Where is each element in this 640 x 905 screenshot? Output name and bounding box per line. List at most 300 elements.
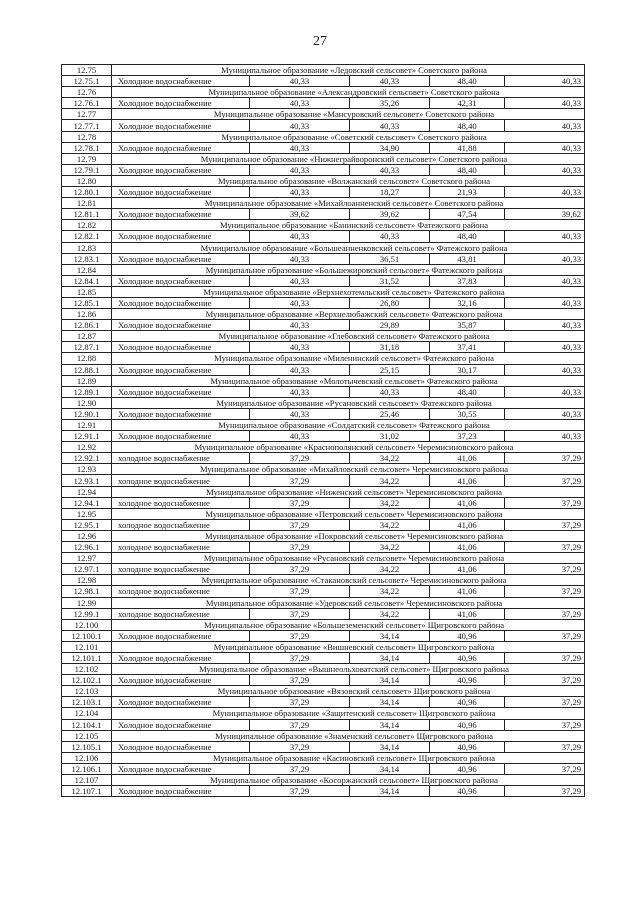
tariff-value-4: 40,33: [505, 320, 585, 331]
row-number: 12.75.1: [62, 76, 112, 87]
tariff-value-3: 41,06: [430, 475, 505, 486]
municipality-header-row: [62, 575, 585, 586]
row-number: 12.84.1: [62, 275, 112, 286]
tariff-row: [62, 697, 585, 708]
tariff-value-3: 40,96: [430, 741, 505, 752]
tariff-value-3: 47,54: [430, 209, 505, 220]
municipality-header-row: [62, 242, 585, 253]
municipality-header-row: [62, 775, 585, 786]
tariff-value-2: 34,90: [350, 142, 430, 153]
municipality-header-row: [62, 375, 585, 386]
municipality-name: Муниципальное образование «Петровский сельсовет» Черемисиновского района: [112, 508, 585, 519]
tariff-row: [62, 320, 585, 331]
tariff-value-4: 40,33: [505, 297, 585, 308]
tariff-value-4: 37,29: [505, 652, 585, 663]
tariff-value-4: 40,33: [505, 120, 585, 131]
municipality-header-row: [62, 619, 585, 630]
tariff-value-2: 26,80: [350, 297, 430, 308]
tariff-row: [62, 675, 585, 686]
tariff-value-4: 40,33: [505, 142, 585, 153]
tariff-value-3: 32,16: [430, 297, 505, 308]
tariff-value-2: 40,33: [350, 164, 430, 175]
tariff-value-2: 34,14: [350, 697, 430, 708]
tariff-table-body: [62, 65, 585, 797]
tariff-value-3: 41,06: [430, 542, 505, 553]
tariff-value-1: 37,29: [250, 763, 350, 774]
tariff-value-2: 25,46: [350, 408, 430, 419]
row-number: 12.97.1: [62, 564, 112, 575]
service-name: Холодное водоснабжение: [112, 431, 250, 442]
service-name: Холодное водоснабжение: [112, 630, 250, 641]
tariff-value-3: 42,31: [430, 98, 505, 109]
row-number: 12.107: [62, 775, 112, 786]
municipality-header-row: [62, 65, 585, 76]
tariff-value-4: 37,29: [505, 608, 585, 619]
service-name: холодное водоснабжение: [112, 453, 250, 464]
row-number: 12.80: [62, 175, 112, 186]
tariff-row: [62, 164, 585, 175]
service-name: Холодное водоснабжение: [112, 142, 250, 153]
row-number: 12.88.1: [62, 364, 112, 375]
tariff-row: [62, 342, 585, 353]
tariff-value-4: 37,29: [505, 564, 585, 575]
tariff-row: [62, 98, 585, 109]
municipality-name: Муниципальное образование «Русановский сельсовет» Фатежского района: [112, 397, 585, 408]
row-number: 12.102: [62, 664, 112, 675]
row-number: 12.97: [62, 553, 112, 564]
tariff-value-1: 39,62: [250, 209, 350, 220]
tariff-value-4: 40,33: [505, 76, 585, 87]
row-number: 12.101.1: [62, 652, 112, 663]
municipality-name: Муниципальное образование «Краснополянский сельсовет» Черемисиновского района: [112, 442, 585, 453]
row-number: 12.79: [62, 153, 112, 164]
row-number: 12.96.1: [62, 542, 112, 553]
tariff-value-3: 40,96: [430, 652, 505, 663]
row-number: 12.91.1: [62, 431, 112, 442]
tariff-value-3: 41,06: [430, 453, 505, 464]
tariff-value-3: 48,40: [430, 231, 505, 242]
tariff-value-3: 35,87: [430, 320, 505, 331]
row-number: 12.104: [62, 708, 112, 719]
tariff-value-1: 37,29: [250, 564, 350, 575]
tariff-value-3: 37,41: [430, 342, 505, 353]
tariff-value-3: 37,83: [430, 275, 505, 286]
municipality-header-row: [62, 641, 585, 652]
tariff-value-4: 40,33: [505, 364, 585, 375]
tariff-row: [62, 586, 585, 597]
row-number: 12.83: [62, 242, 112, 253]
row-number: 12.91: [62, 420, 112, 431]
tariff-row: [62, 475, 585, 486]
municipality-name: Муниципальное образование «Удеровский сельсовет» Черемисиновского района: [112, 597, 585, 608]
tariff-value-1: 40,33: [250, 187, 350, 198]
municipality-header-row: [62, 131, 585, 142]
tariff-value-2: 25,15: [350, 364, 430, 375]
municipality-header-row: [62, 331, 585, 342]
tariff-value-4: 40,33: [505, 342, 585, 353]
municipality-name: Муниципальное образование «Нижнеграйворонский сельсовет» Советского района: [112, 153, 585, 164]
municipality-header-row: [62, 264, 585, 275]
tariff-value-3: 37,23: [430, 431, 505, 442]
tariff-value-3: 40,96: [430, 763, 505, 774]
page-number: 27: [313, 34, 327, 49]
tariff-value-3: 41,06: [430, 608, 505, 619]
municipality-name: Муниципальное образование «Ледовский сельсовет» Советского района: [112, 65, 585, 76]
tariff-value-2: 29,89: [350, 320, 430, 331]
tariff-value-3: 40,96: [430, 675, 505, 686]
service-name: Холодное водоснабжение: [112, 675, 250, 686]
tariff-row: [62, 364, 585, 375]
service-name: холодное водоснабжение: [112, 497, 250, 508]
row-number: 12.82: [62, 220, 112, 231]
service-name: Холодное водоснабжение: [112, 719, 250, 730]
tariff-value-3: 41,06: [430, 497, 505, 508]
row-number: 12.85.1: [62, 297, 112, 308]
service-name: Холодное водоснабжение: [112, 364, 250, 375]
row-number: 12.81: [62, 198, 112, 209]
row-number: 12.93: [62, 464, 112, 475]
tariff-value-3: 30,17: [430, 364, 505, 375]
tariff-row: [62, 386, 585, 397]
tariff-row: [62, 453, 585, 464]
tariff-value-1: 40,33: [250, 142, 350, 153]
tariff-value-4: 40,33: [505, 408, 585, 419]
service-name: холодное водоснабжение: [112, 475, 250, 486]
tariff-value-4: 37,29: [505, 453, 585, 464]
row-number: 12.105: [62, 730, 112, 741]
row-number: 12.86: [62, 309, 112, 320]
row-number: 12.100.1: [62, 630, 112, 641]
tariff-value-3: 40,96: [430, 786, 505, 797]
tariff-row: [62, 297, 585, 308]
municipality-header-row: [62, 730, 585, 741]
row-number: 12.86.1: [62, 320, 112, 331]
tariff-value-2: 31,52: [350, 275, 430, 286]
tariff-value-1: 40,33: [250, 275, 350, 286]
row-number: 12.78: [62, 131, 112, 142]
tariff-row: [62, 519, 585, 530]
municipality-name: Муниципальное образование «Вишневский сельсовет» Щигровского района: [112, 641, 585, 652]
row-number: 12.75: [62, 65, 112, 76]
row-number: 12.80.1: [62, 187, 112, 198]
row-number: 12.87: [62, 331, 112, 342]
row-number: 12.98.1: [62, 586, 112, 597]
row-number: 12.99.1: [62, 608, 112, 619]
row-number: 12.79.1: [62, 164, 112, 175]
municipality-name: Муниципальное образование «Советский сельсовет» Советского района: [112, 131, 585, 142]
municipality-name: Муниципальное образование «Вязовский сельсовет» Щигровского района: [112, 686, 585, 697]
service-name: Холодное водоснабжение: [112, 209, 250, 220]
service-name: холодное водоснабжение: [112, 608, 250, 619]
row-number: 12.106: [62, 752, 112, 763]
tariff-value-1: 37,29: [250, 497, 350, 508]
tariff-value-3: 41,06: [430, 519, 505, 530]
tariff-row: [62, 542, 585, 553]
tariff-value-2: 34,22: [350, 586, 430, 597]
tariff-value-4: 37,29: [505, 763, 585, 774]
municipality-name: Муниципальное образование «Мансуровский сельсовет» Советского района: [112, 109, 585, 120]
row-number: 12.90.1: [62, 408, 112, 419]
tariff-value-1: 40,33: [250, 297, 350, 308]
tariff-row: [62, 719, 585, 730]
tariff-value-4: 37,29: [505, 475, 585, 486]
municipality-name: Муниципальное образование «Ниженский сельсовет» Черемисиновского района: [112, 486, 585, 497]
municipality-header-row: [62, 752, 585, 763]
service-name: Холодное водоснабжение: [112, 164, 250, 175]
municipality-name: Муниципальное образование «Молотычевский сельсовет» Фатежского района: [112, 375, 585, 386]
municipality-name: Муниципальное образование «Михайлоанненский сельсовет» Советского района: [112, 198, 585, 209]
municipality-name: Муниципальное образование «Стакановский сельсовет» Черемисиновского района: [112, 575, 585, 586]
municipality-header-row: [62, 664, 585, 675]
row-number: 12.94.1: [62, 497, 112, 508]
row-number: 12.84: [62, 264, 112, 275]
tariff-value-2: 31,18: [350, 342, 430, 353]
tariff-value-4: 37,29: [505, 586, 585, 597]
tariff-value-3: 40,96: [430, 697, 505, 708]
municipality-name: Муниципальное образование «Касиновский сельсовет» Щигровского района: [112, 752, 585, 763]
tariff-value-3: 40,96: [430, 719, 505, 730]
row-number: 12.102.1: [62, 675, 112, 686]
tariff-value-3: 48,40: [430, 386, 505, 397]
row-number: 12.83.1: [62, 253, 112, 264]
tariff-value-2: 34,14: [350, 786, 430, 797]
tariff-value-4: 37,29: [505, 630, 585, 641]
tariff-value-3: 48,40: [430, 76, 505, 87]
row-number: 12.107.1: [62, 786, 112, 797]
tariff-value-2: 34,22: [350, 497, 430, 508]
municipality-header-row: [62, 486, 585, 497]
tariff-value-1: 37,29: [250, 453, 350, 464]
row-number: 12.95.1: [62, 519, 112, 530]
tariff-value-2: 34,14: [350, 652, 430, 663]
municipality-name: Муниципальное образование «Александровский сельсовет» Советского района: [112, 87, 585, 98]
tariff-row: [62, 120, 585, 131]
service-name: Холодное водоснабжение: [112, 253, 250, 264]
tariff-value-3: 48,40: [430, 120, 505, 131]
tariff-row: [62, 741, 585, 752]
tariff-row: [62, 608, 585, 619]
tariff-value-1: 37,29: [250, 519, 350, 530]
municipality-header-row: [62, 198, 585, 209]
tariff-row: [62, 142, 585, 153]
tariff-value-2: 34,14: [350, 763, 430, 774]
tariff-row: [62, 76, 585, 87]
municipality-header-row: [62, 309, 585, 320]
tariff-value-4: 40,33: [505, 275, 585, 286]
tariff-value-1: 37,29: [250, 786, 350, 797]
row-number: 12.95: [62, 508, 112, 519]
row-number: 12.89: [62, 375, 112, 386]
tariff-value-2: 35,26: [350, 98, 430, 109]
municipality-header-row: [62, 109, 585, 120]
tariff-value-2: 39,62: [350, 209, 430, 220]
row-number: 12.96: [62, 530, 112, 541]
tariff-value-1: 37,29: [250, 652, 350, 663]
tariff-value-1: 40,33: [250, 120, 350, 131]
service-name: Холодное водоснабжение: [112, 408, 250, 419]
row-number: 12.77: [62, 109, 112, 120]
municipality-header-row: [62, 686, 585, 697]
tariff-value-1: 37,29: [250, 697, 350, 708]
tariff-row: [62, 497, 585, 508]
tariff-value-4: 40,33: [505, 164, 585, 175]
municipality-header-row: [62, 464, 585, 475]
row-number: 12.104.1: [62, 719, 112, 730]
service-name: Холодное водоснабжение: [112, 342, 250, 353]
tariff-value-1: 40,33: [250, 253, 350, 264]
row-number: 12.85: [62, 286, 112, 297]
tariff-value-1: 37,29: [250, 608, 350, 619]
tariff-value-4: 37,29: [505, 519, 585, 530]
service-name: холодное водоснабжение: [112, 586, 250, 597]
row-number: 12.92.1: [62, 453, 112, 464]
municipality-header-row: [62, 353, 585, 364]
tariff-value-4: 37,29: [505, 741, 585, 752]
row-number: 12.88: [62, 353, 112, 364]
tariff-value-2: 34,22: [350, 608, 430, 619]
tariff-value-3: 41,88: [430, 142, 505, 153]
tariff-row: [62, 231, 585, 242]
municipality-name: Муниципальное образование «Вышнеольховатский сельсовет» Щигровского района: [112, 664, 585, 675]
service-name: Холодное водоснабжение: [112, 98, 250, 109]
municipality-name: Муниципальное образование «Банинский сельсовет» Фатежского района: [112, 220, 585, 231]
tariff-value-1: 37,29: [250, 675, 350, 686]
tariff-value-2: 34,22: [350, 475, 430, 486]
tariff-value-1: 40,33: [250, 364, 350, 375]
tariff-value-4: 37,29: [505, 697, 585, 708]
row-number: 12.77.1: [62, 120, 112, 131]
service-name: холодное водоснабжение: [112, 519, 250, 530]
tariff-value-4: 37,29: [505, 497, 585, 508]
tariff-value-4: 37,29: [505, 675, 585, 686]
tariff-value-4: 37,29: [505, 719, 585, 730]
tariff-value-1: 37,29: [250, 475, 350, 486]
service-name: Холодное водоснабжение: [112, 275, 250, 286]
row-number: 12.89.1: [62, 386, 112, 397]
tariff-value-3: 48,40: [430, 164, 505, 175]
tariff-value-2: 34,22: [350, 453, 430, 464]
municipality-header-row: [62, 420, 585, 431]
municipality-name: Муниципальное образование «Волжанский сельсовет» Советского района: [112, 175, 585, 186]
tariff-value-4: 40,33: [505, 431, 585, 442]
service-name: Холодное водоснабжение: [112, 320, 250, 331]
municipality-header-row: [62, 87, 585, 98]
tariff-row: [62, 652, 585, 663]
tariff-value-2: 34,22: [350, 519, 430, 530]
tariff-value-3: 21,93: [430, 187, 505, 198]
tariff-row: [62, 275, 585, 286]
tariff-value-1: 40,33: [250, 408, 350, 419]
tariff-value-2: 31,02: [350, 431, 430, 442]
tariff-row: [62, 564, 585, 575]
row-number: 12.81.1: [62, 209, 112, 220]
row-number: 12.103: [62, 686, 112, 697]
tariff-value-4: 40,33: [505, 98, 585, 109]
municipality-name: Муниципальное образование «Знаменский сельсовет» Щигровского района: [112, 730, 585, 741]
municipality-name: Муниципальное образование «Русановский сельсовет» Черемисиновского района: [112, 553, 585, 564]
municipality-header-row: [62, 175, 585, 186]
tariff-value-3: 43,81: [430, 253, 505, 264]
tariff-row: [62, 786, 585, 797]
tariff-value-1: 40,33: [250, 76, 350, 87]
service-name: Холодное водоснабжение: [112, 741, 250, 752]
tariff-value-3: 41,06: [430, 564, 505, 575]
service-name: холодное водоснабжение: [112, 542, 250, 553]
municipality-name: Муниципальное образование «Защитенский сельсовет» Щигровского района: [112, 708, 585, 719]
municipality-header-row: [62, 220, 585, 231]
tariff-value-1: 40,33: [250, 231, 350, 242]
municipality-name: Муниципальное образование «Большежировский сельсовет» Фатежского района: [112, 264, 585, 275]
municipality-header-row: [62, 553, 585, 564]
tariff-row: [62, 763, 585, 774]
row-number: 12.93.1: [62, 475, 112, 486]
municipality-name: Муниципальное образование «Большеанненковский сельсовет» Фатежского района: [112, 242, 585, 253]
tariff-value-4: 39,62: [505, 209, 585, 220]
municipality-name: Муниципальное образование «Большеземенский сельсовет» Щигровского района: [112, 619, 585, 630]
tariff-table: [61, 64, 585, 797]
tariff-value-2: 34,22: [350, 542, 430, 553]
tariff-value-2: 40,33: [350, 231, 430, 242]
service-name: Холодное водоснабжение: [112, 697, 250, 708]
municipality-header-row: [62, 442, 585, 453]
municipality-name: Муниципальное образование «Миленинский сельсовет» Фатежского района: [112, 353, 585, 364]
tariff-value-4: 40,33: [505, 253, 585, 264]
tariff-value-3: 30,55: [430, 408, 505, 419]
municipality-header-row: [62, 286, 585, 297]
municipality-name: Муниципальное образование «Михайловский сельсовет» Черемисиновского района: [112, 464, 585, 475]
municipality-name: Муниципальное образование «Верхнехотемльский сельсовет» Фатежского района: [112, 286, 585, 297]
row-number: 12.87.1: [62, 342, 112, 353]
municipality-name: Муниципальное образование «Покровский сельсовет» Черемисиновского района: [112, 530, 585, 541]
row-number: 12.103.1: [62, 697, 112, 708]
row-number: 12.100: [62, 619, 112, 630]
tariff-value-4: 40,33: [505, 231, 585, 242]
tariff-value-2: 34,14: [350, 630, 430, 641]
tariff-value-1: 37,29: [250, 630, 350, 641]
tariff-value-1: 40,33: [250, 386, 350, 397]
tariff-value-2: 40,33: [350, 386, 430, 397]
row-number: 12.90: [62, 397, 112, 408]
tariff-row: [62, 253, 585, 264]
municipality-header-row: [62, 508, 585, 519]
municipality-name: Муниципальное образование «Верхнелюбажский сельсовет» Фатежского района: [112, 309, 585, 320]
tariff-row: [62, 408, 585, 419]
tariff-value-4: 40,33: [505, 386, 585, 397]
tariff-value-1: 40,33: [250, 342, 350, 353]
municipality-header-row: [62, 708, 585, 719]
tariff-value-1: 40,33: [250, 431, 350, 442]
municipality-header-row: [62, 153, 585, 164]
tariff-value-1: 40,33: [250, 98, 350, 109]
row-number: 12.76.1: [62, 98, 112, 109]
tariff-value-2: 36,51: [350, 253, 430, 264]
tariff-value-2: 18,27: [350, 187, 430, 198]
tariff-value-1: 40,33: [250, 320, 350, 331]
service-name: Холодное водоснабжение: [112, 120, 250, 131]
row-number: 12.94: [62, 486, 112, 497]
tariff-value-1: 37,29: [250, 741, 350, 752]
service-name: Холодное водоснабжение: [112, 187, 250, 198]
service-name: Холодное водоснабжение: [112, 297, 250, 308]
service-name: Холодное водоснабжение: [112, 231, 250, 242]
row-number: 12.106.1: [62, 763, 112, 774]
tariff-value-4: 40,33: [505, 187, 585, 198]
tariff-value-2: 40,33: [350, 120, 430, 131]
row-number: 12.98: [62, 575, 112, 586]
service-name: холодное водоснабжение: [112, 564, 250, 575]
service-name: Холодное водоснабжение: [112, 763, 250, 774]
tariff-value-1: 37,29: [250, 542, 350, 553]
